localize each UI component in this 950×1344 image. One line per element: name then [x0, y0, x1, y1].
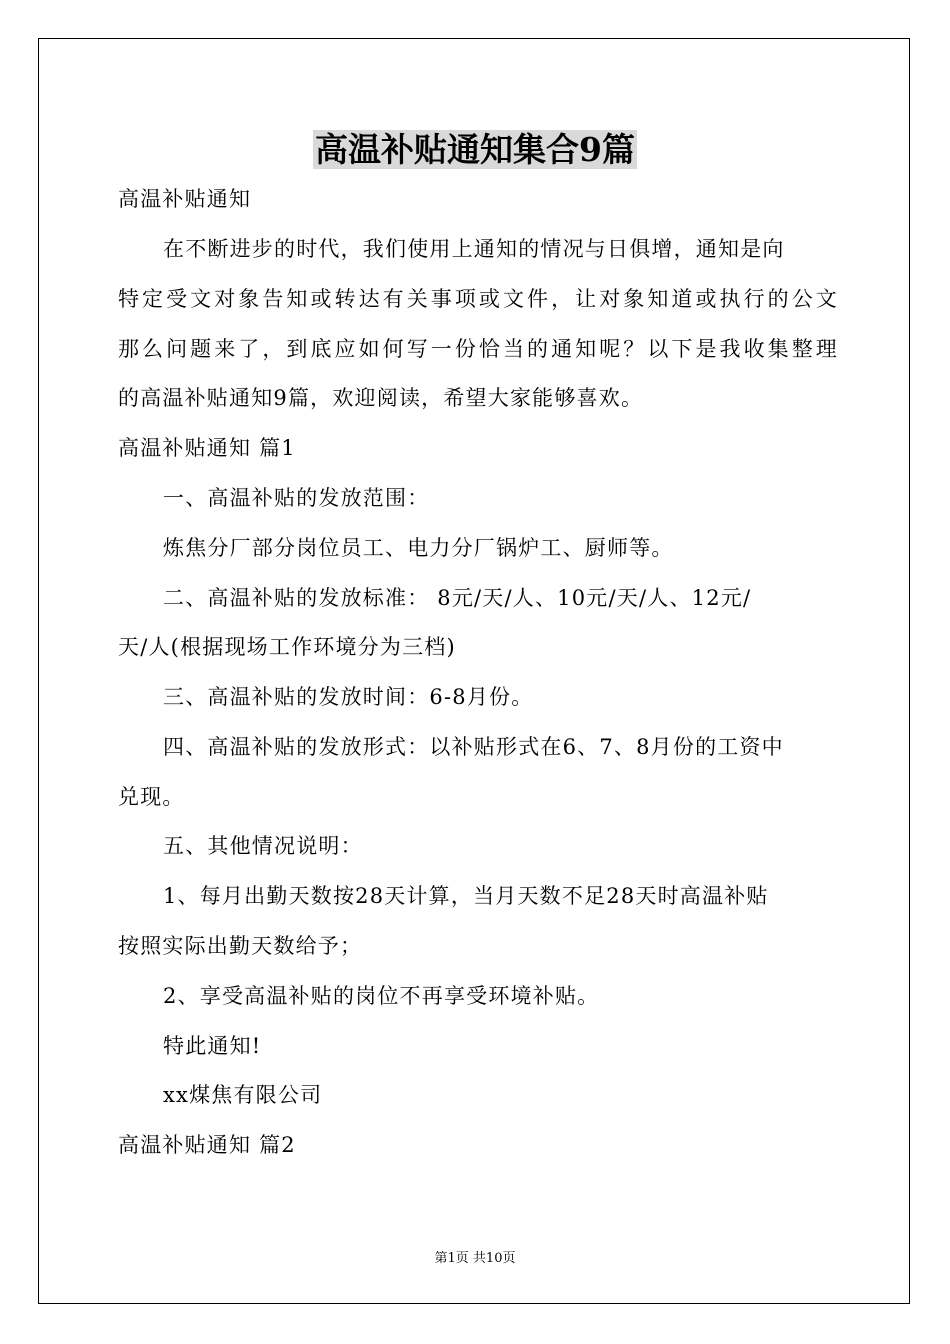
document-title: 高温补贴通知集合9篇	[315, 130, 635, 169]
signature-company: xx煤焦有限公司	[163, 1083, 323, 1107]
paragraph-line: 一、高温补贴的发放范围：	[163, 486, 430, 510]
paragraph-line: 1、每月出勤天数按28天计算，当月天数不足28天时高温补贴	[163, 884, 769, 908]
paragraph-line: 按照实际出勤天数给予；	[118, 934, 363, 958]
paragraph-line: 二、高温补贴的发放标准： 8元/天/人、10元/天/人、12元/	[163, 586, 752, 610]
paragraph-line: 炼焦分厂部分岗位员工、电力分厂锅炉工、厨师等。	[163, 536, 674, 560]
paragraph-line: 2、享受高温补贴的岗位不再享受环境补贴。	[163, 984, 600, 1008]
section-heading: 高温补贴通知 篇1	[118, 436, 296, 460]
paragraph-line: 天/人(根据现场工作环境分为三档)	[118, 635, 456, 659]
page-footer: 第1页 共10页	[434, 1251, 516, 1266]
section-heading: 高温补贴通知	[118, 187, 252, 211]
paragraph-line: 在不断进步的时代，我们使用上通知的情况与日俱增，通知是向	[163, 237, 785, 261]
paragraph-line: 三、高温补贴的发放时间：6-8月份。	[163, 685, 534, 709]
paragraph-line: 五、其他情况说明：	[163, 834, 363, 858]
section-heading: 高温补贴通知 篇2	[118, 1133, 296, 1157]
paragraph-line: 特定受文对象告知或转达有关事项或文件，让对象知道或执行的公文	[118, 287, 838, 311]
paragraph-line: 四、高温补贴的发放形式：以补贴形式在6、7、8月份的工资中	[163, 735, 784, 759]
paragraph-line: 那么问题来了，到底应如何写一份恰当的通知呢？以下是我收集整理	[118, 337, 838, 361]
paragraph-line: 兑现。	[118, 785, 185, 809]
paragraph-line: 的高温补贴通知9篇，欢迎阅读，希望大家能够喜欢。	[118, 386, 644, 410]
paragraph-line: 特此通知!	[163, 1034, 262, 1058]
